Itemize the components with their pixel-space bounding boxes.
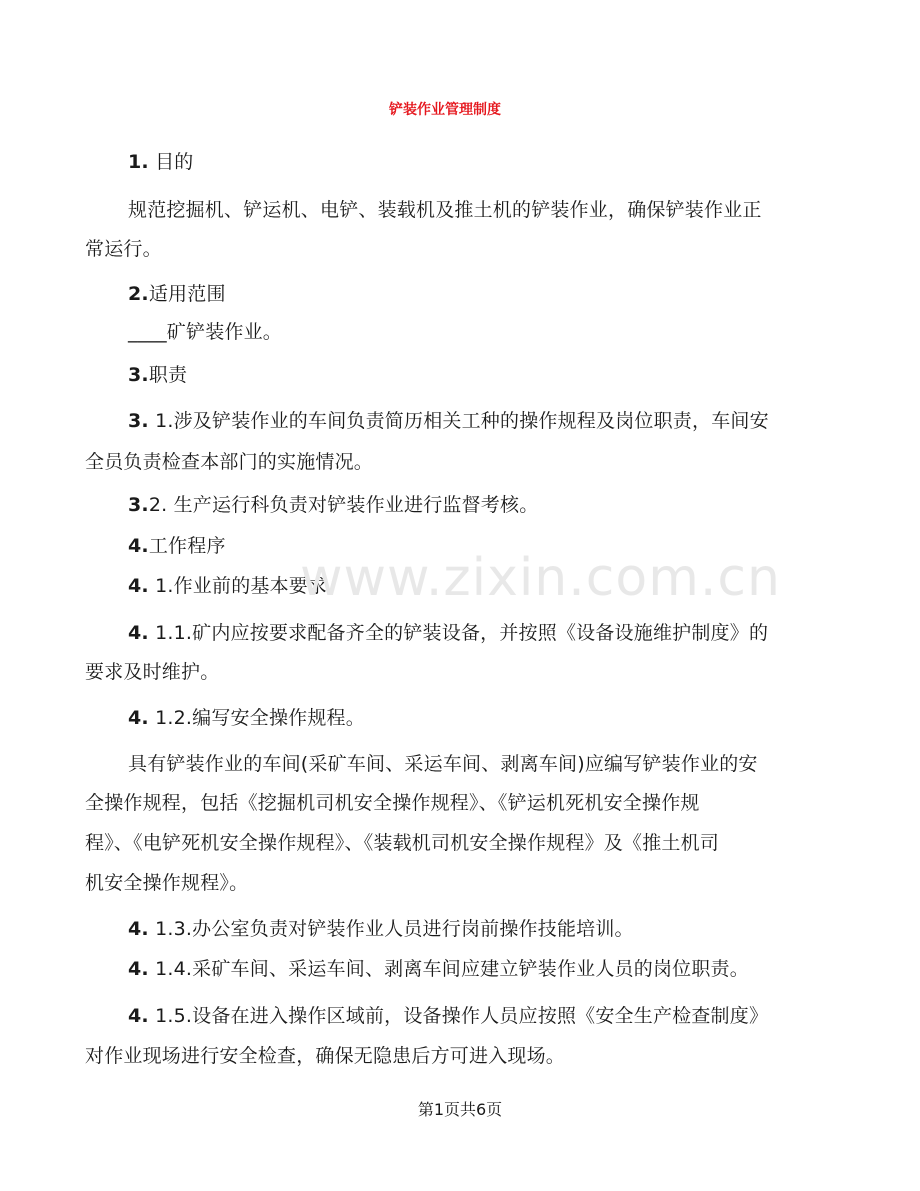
line-11: 4. 1.作业前的基本要求 — [128, 575, 328, 597]
line-3: 常运行。 — [85, 238, 162, 260]
line-2: 规范挖掘机、铲运机、电铲、装载机及推土机的铲装作业，确保铲装作业正 — [128, 199, 762, 221]
line-18: 机安全操作规程》。 — [85, 872, 249, 894]
page-number-footer: 第1页共6页 — [417, 1100, 503, 1119]
line-21: 4. 1.5.设备在进入操作区域前，设备操作人员应按照《安全生产检查制度》 — [128, 1005, 769, 1027]
line-16: 全操作规程，包括《挖掘机司机安全操作规程》、《铲运机死机安全操作规 — [85, 792, 700, 814]
line-13: 要求及时维护。 — [85, 661, 220, 683]
document-title: 铲装作业管理制度 — [389, 102, 501, 118]
line-4: 2.适用范围 — [128, 283, 226, 305]
line-1: 1. 目的 — [128, 151, 194, 173]
line-17: 程》、《电铲死机安全操作规程》、《装载机司机安全操作规程》及《推土机司 — [85, 832, 720, 854]
watermark-text: www.zixin.com.cn — [300, 548, 781, 608]
line-9: 3.2. 生产运行科负责对铲装作业进行监督考核。 — [128, 494, 539, 516]
line-14: 4. 1.2.编写安全操作规程。 — [128, 707, 365, 729]
line-19: 4. 1.3.办公室负责对铲装作业人员进行岗前操作技能培训。 — [128, 918, 634, 940]
line-10: 4.工作程序 — [128, 535, 226, 557]
line-7: 3. 1.涉及铲装作业的车间负责简历相关工种的操作规程及岗位职责，车间安 — [128, 410, 769, 432]
line-5: ____矿铲装作业。 — [128, 321, 283, 343]
line-22: 对作业现场进行安全检查，确保无隐患后方可进入现场。 — [85, 1045, 566, 1067]
line-12: 4. 1.1.矿内应按要求配备齐全的铲装设备，并按照《设备设施维护制度》的 — [128, 622, 769, 644]
line-8: 全员负责检查本部门的实施情况。 — [85, 451, 374, 473]
line-6: 3.职责 — [128, 364, 188, 386]
line-15: 具有铲装作业的车间(采矿车间、采运车间、剥离车间)应编写铲装作业的安 — [128, 753, 758, 775]
line-20: 4. 1.4.采矿车间、采运车间、剥离车间应建立铲装作业人员的岗位职责。 — [128, 958, 749, 980]
